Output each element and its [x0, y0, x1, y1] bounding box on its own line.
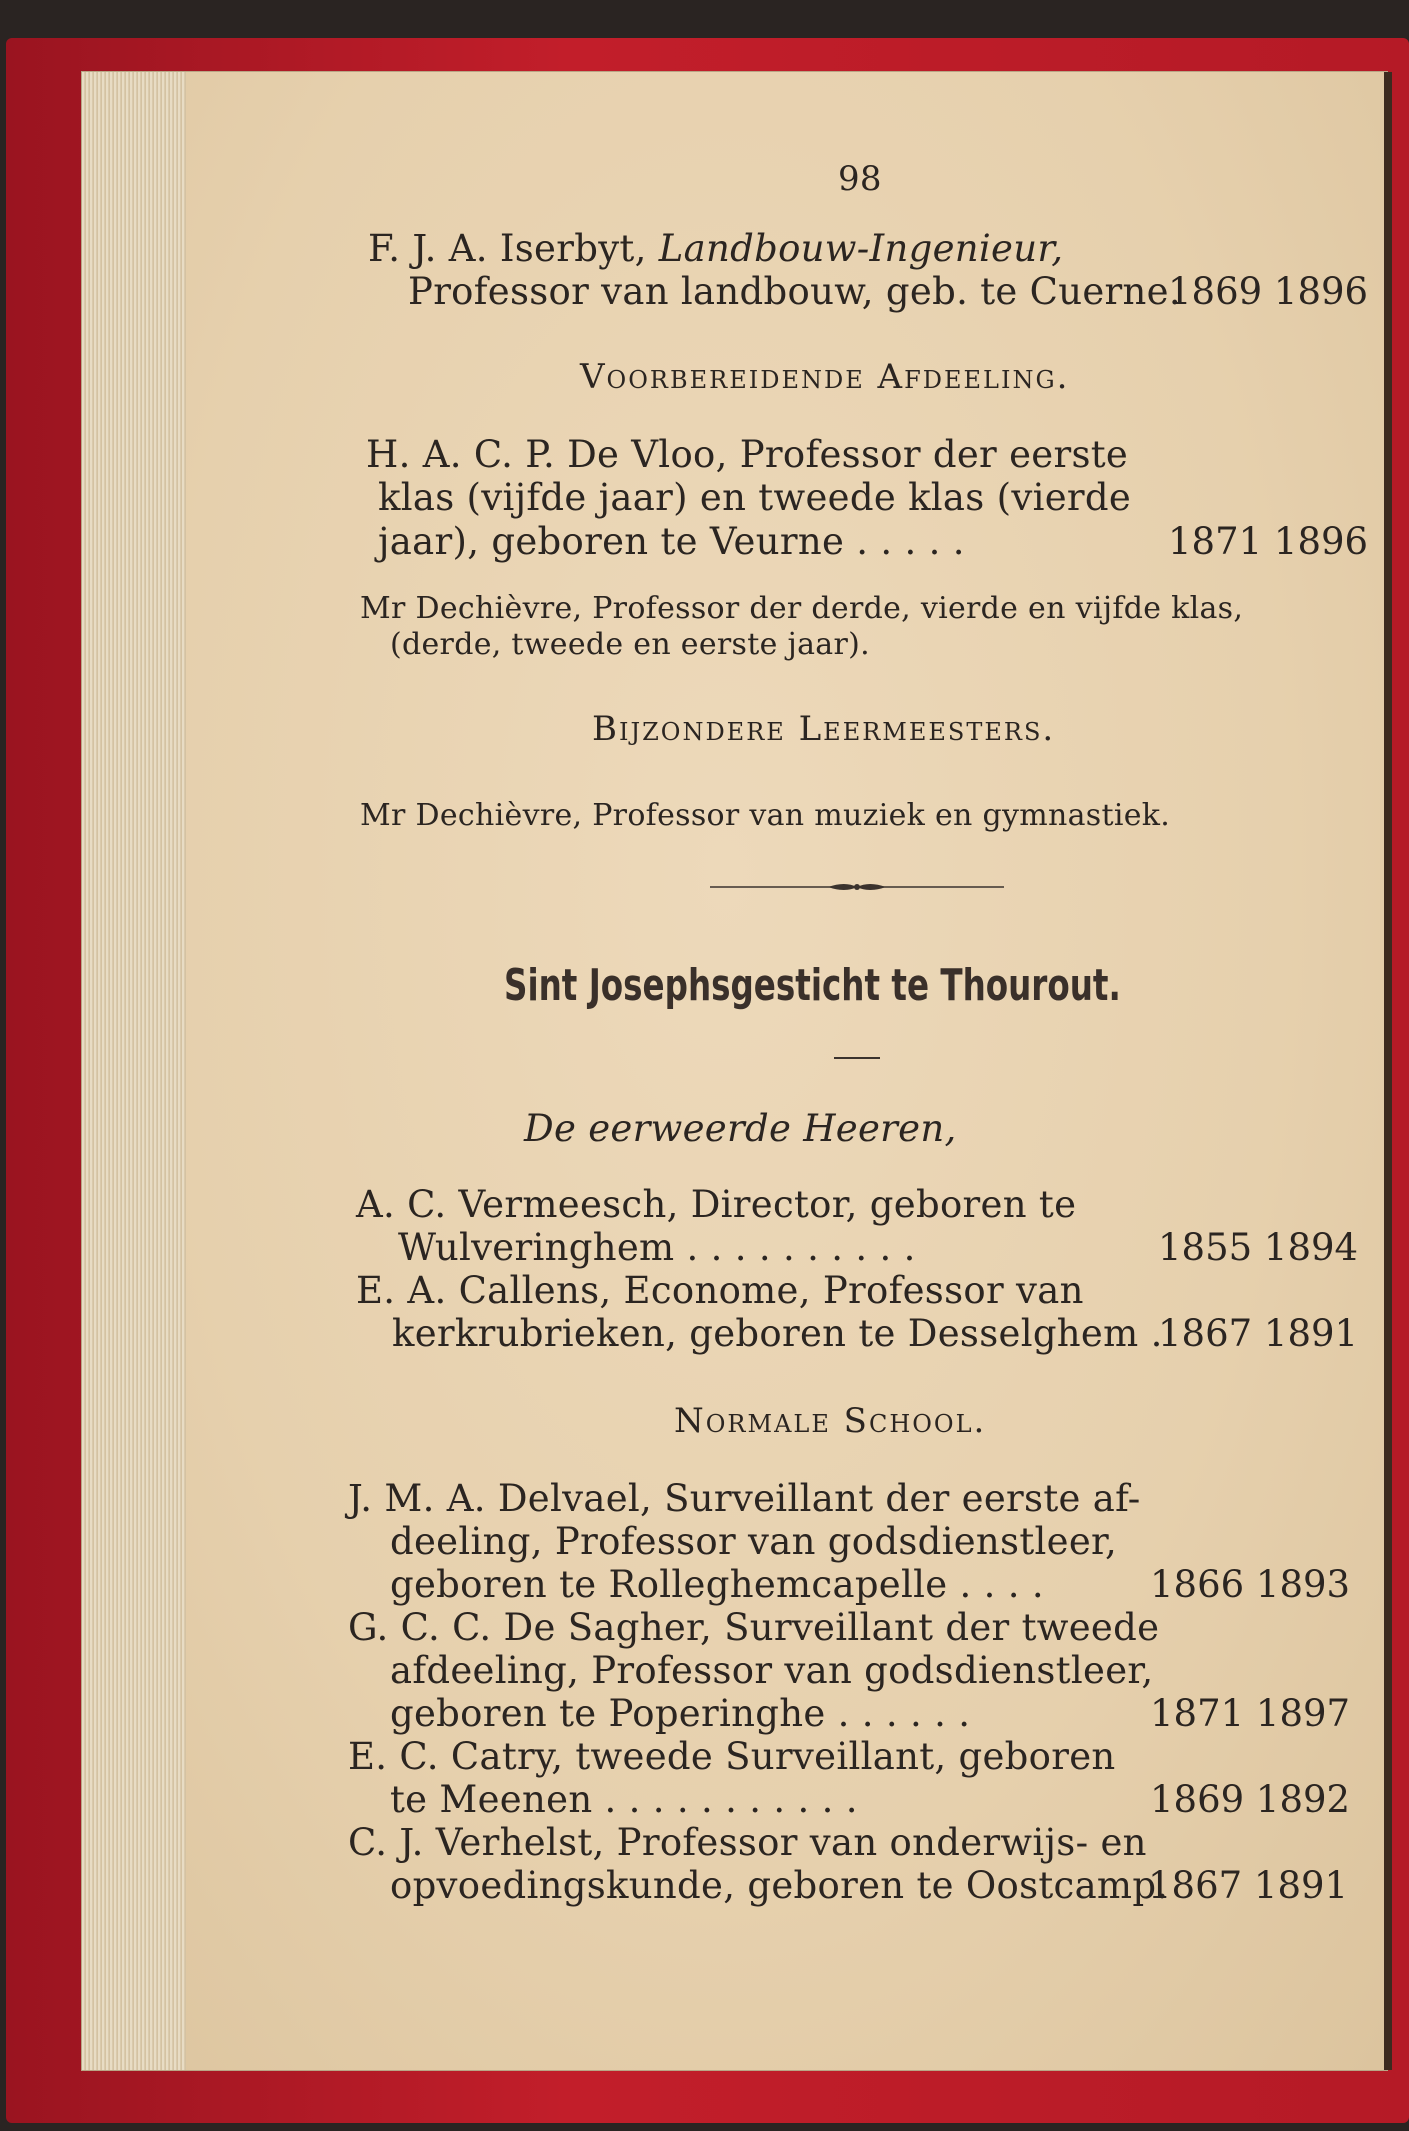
entry-verhelst-dates: 1867 1891 — [1148, 1864, 1349, 1907]
entry-verhelst-line1: C. J. Verhelst, Professor van onderwijs- en — [348, 1821, 1147, 1864]
entry-desagher-dates: 1871 1897 — [1150, 1692, 1351, 1735]
entry-iserbyt-line1: F. J. A. Iserbyt, Landbouw-Ingenieur, — [368, 227, 1064, 270]
entry-desagher-line2: afdeeling, Professor van godsdienstleer, — [390, 1649, 1154, 1692]
entry-delvael-dates: 1866 1893 — [1150, 1563, 1351, 1606]
entry-catry-line1: E. C. Catry, tweede Surveillant, geboren — [348, 1735, 1116, 1778]
section-heading-normale: Normale School. — [674, 1401, 987, 1441]
entry-delvael-line2: deeling, Professor van godsdienstleer, — [390, 1520, 1118, 1563]
entry-devloo-line1: H. A. C. P. De Vloo, Professor der eerste — [366, 433, 1129, 476]
entry-iserbyt-dates: 1869 1896 — [1168, 270, 1369, 313]
entry-callens-dates: 1867 1891 — [1158, 1312, 1359, 1355]
entry-vermeesch-dates: 1855 1894 — [1158, 1226, 1359, 1269]
subheading-heeren: De eerweerde Heeren, — [524, 1107, 957, 1150]
entry-callens-line2: kerkrubrieken, geboren te Desselghem . — [392, 1312, 1163, 1355]
entry-dechievre-line2: (derde, tweede en eerste jaar). — [390, 627, 870, 662]
entry-catry-dates: 1869 1892 — [1150, 1778, 1351, 1821]
entry-delvael-line3: geboren te Rolleghemcapelle . . . . — [390, 1563, 1044, 1606]
gutter — [1384, 72, 1392, 2070]
entry-callens-line1: E. A. Callens, Econome, Professor van — [356, 1269, 1084, 1312]
book-page — [186, 72, 1384, 2070]
entry-iserbyt-line2: Professor van landbouw, geb. te Cuerne. — [408, 270, 1181, 313]
page-edges — [82, 72, 187, 2070]
entry-vermeesch-line1: A. C. Vermeesch, Director, geboren te — [356, 1183, 1077, 1226]
short-rule — [834, 1057, 880, 1059]
section-heading-voorbereidende: Voorbereidende Afdeeling. — [580, 357, 1070, 397]
entry-devloo-line2: klas (vijfde jaar) en tweede klas (vierde — [378, 476, 1132, 519]
entry-desagher-line3: geboren te Poperinghe . . . . . . — [390, 1692, 971, 1735]
ornament-divider — [710, 877, 1004, 897]
page-number: 98 — [838, 159, 882, 199]
entry-vermeesch-line2: Wulveringhem . . . . . . . . . . — [398, 1226, 916, 1269]
entry-devloo-line3: jaar), geboren te Veurne . . . . . — [378, 520, 965, 563]
entry-dechievre-line1: Mr Dechièvre, Professor der derde, vierde en vijfde klas, — [360, 591, 1244, 626]
entry-dechievre-muziek: Mr Dechièvre, Professor van muziek en gymnastiek. — [360, 798, 1171, 833]
entry-devloo-dates: 1871 1896 — [1168, 520, 1369, 563]
entry-catry-line2: te Meenen . . . . . . . . . . . — [390, 1778, 858, 1821]
institution-title: Sint Josephsgesticht te Thourout. — [504, 960, 1121, 1011]
entry-verhelst-line2: opvoedingskunde, geboren te Oostcamp. — [390, 1864, 1169, 1907]
section-heading-bijzondere: Bijzondere Leermeesters. — [592, 709, 1056, 749]
entry-desagher-line1: G. C. C. De Sagher, Surveillant der tweede — [348, 1606, 1160, 1649]
entry-delvael-line1: J. M. A. Delvael, Surveillant der eerste af- — [348, 1477, 1141, 1520]
